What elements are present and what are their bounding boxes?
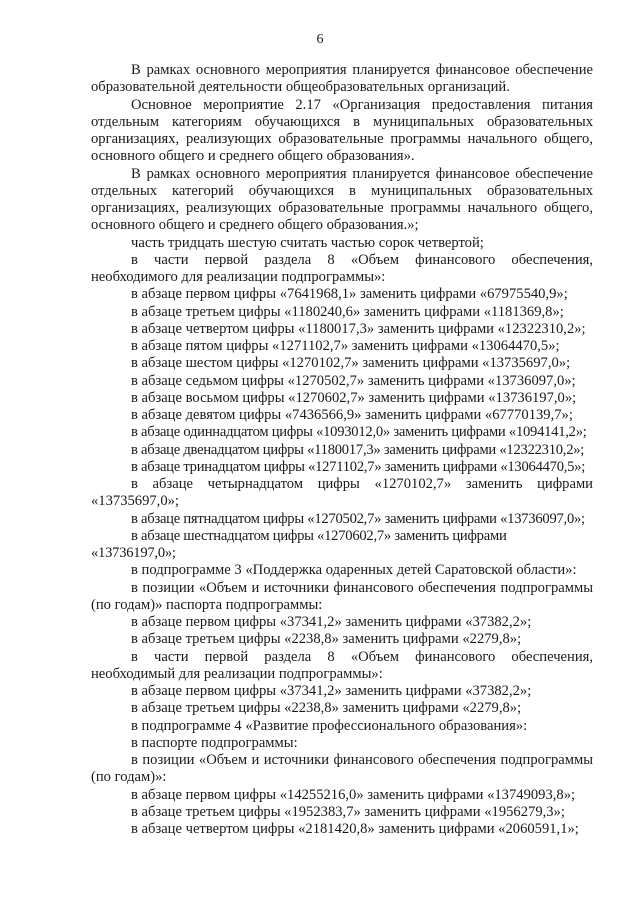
paragraph: в части первой раздела 8 «Объем финансового обеспечения, необходимого для реализации подпрограммы»: — [91, 251, 593, 285]
paragraph: в абзаце пятнадцатом цифры «1270502,7» заменить цифрами «13736097,0»; — [131, 510, 585, 527]
paragraph: Основное мероприятие 2.17 «Организация предоставления питания отдельным категориям обучающихся в муниципальных образовательных организациях, реализующих образовательные программы начального общего, основного общего и среднего общего образования». — [91, 96, 593, 165]
paragraph: в абзаце тринадцатом цифры «1271102,7» заменить цифрами «13064470,5»; — [131, 458, 586, 475]
paragraph: В рамках основного мероприятия планируется финансовое обеспечение отдельных категорий обучающихся в муниципальных образовательных организациях, реализующих образовательные программы начального общего, основного общего и среднего общего образования.»; — [91, 165, 593, 234]
page-number: 6 — [316, 32, 324, 47]
paragraph: в абзаце шестом цифры «1270102,7» заменить цифрами «13735697,0»; — [131, 355, 571, 372]
paragraph: в подпрограмме 3 «Поддержка одаренных детей Саратовской области»: — [131, 562, 577, 579]
paragraph: в абзаце третьем цифры «2238,8» заменить цифрами «2279,8»; — [131, 631, 522, 648]
paragraph: в абзаце третьем цифры «1952383,7» заменить цифрами «1956279,3»; — [131, 803, 565, 820]
paragraph: в паспорте подпрограммы: — [131, 734, 298, 751]
paragraph: в абзаце четырнадцатом цифры «1270102,7» заменить цифрами «13735697,0»; — [91, 476, 593, 510]
paragraph: в абзаце первом цифры «37341,2» заменить цифрами «37382,2»; — [131, 683, 532, 699]
paragraph: в абзаце седьмом цифры «1270502,7» заменить цифрами «13736097,0»; — [131, 372, 576, 389]
paragraph: в абзаце третьем цифры «2238,8» заменить цифрами «2279,8»; — [131, 700, 522, 717]
paragraph: в абзаце восьмом цифры «1270602,7» заменить цифрами «13736197,0»; — [131, 389, 577, 406]
paragraph: в части первой раздела 8 «Объем финансового обеспечения, необходимый для реализации подпрограммы»: — [91, 648, 593, 682]
paragraph: в абзаце первом цифры «37341,2» заменить цифрами «37382,2»; — [131, 614, 532, 630]
paragraph: в абзаце четвертом цифры «1180017,3» заменить цифрами «12322310,2»; — [131, 320, 586, 337]
paragraph: в абзаце шестнадцатом цифры «1270602,7» заменить цифрами «13736197,0»; — [91, 527, 507, 561]
paragraph: часть тридцать шестую считать частью сорок четвертой; — [131, 234, 484, 251]
paragraph: в абзаце первом цифры «14255216,0» заменить цифрами «13749093,8»; — [131, 786, 576, 803]
paragraph: в абзаце пятом цифры «1271102,7» заменить цифрами «13064470,5»; — [131, 338, 560, 354]
paragraph: в абзаце первом цифры «7641968,1» заменить цифрами «67975540,9»; — [131, 286, 568, 303]
paragraph: в абзаце двенадцатом цифры «1180017,3» заменить цифрами «12322310,2»; — [131, 441, 585, 458]
paragraph: в абзаце одиннадцатом цифры «1093012,0» заменить цифрами «1094141,2»; — [131, 424, 587, 441]
paragraph: в абзаце третьем цифры «1180240,6» заменить цифрами «1181369,8»; — [131, 303, 564, 320]
paragraph: в подпрограмме 4 «Развитие профессионального образования»: — [131, 717, 528, 734]
paragraph: в абзаце девятом цифры «7436566,9» заменить цифрами «67770139,7»; — [131, 407, 573, 423]
document-body — [91, 62, 593, 838]
paragraph: в абзаце четвертом цифры «2181420,8» заменить цифрами «2060591,1»; — [131, 821, 579, 837]
paragraph: В рамках основного мероприятия планируется финансовое обеспечение образовательной деятельности общеобразовательных организаций. — [91, 62, 593, 96]
paragraph: в позиции «Объем и источники финансового обеспечения подпрограммы (по годам)» паспорта подпрограммы: — [91, 579, 593, 613]
paragraph: в позиции «Объем и источники финансового обеспечения подпрограммы (по годам)»: — [91, 752, 593, 786]
